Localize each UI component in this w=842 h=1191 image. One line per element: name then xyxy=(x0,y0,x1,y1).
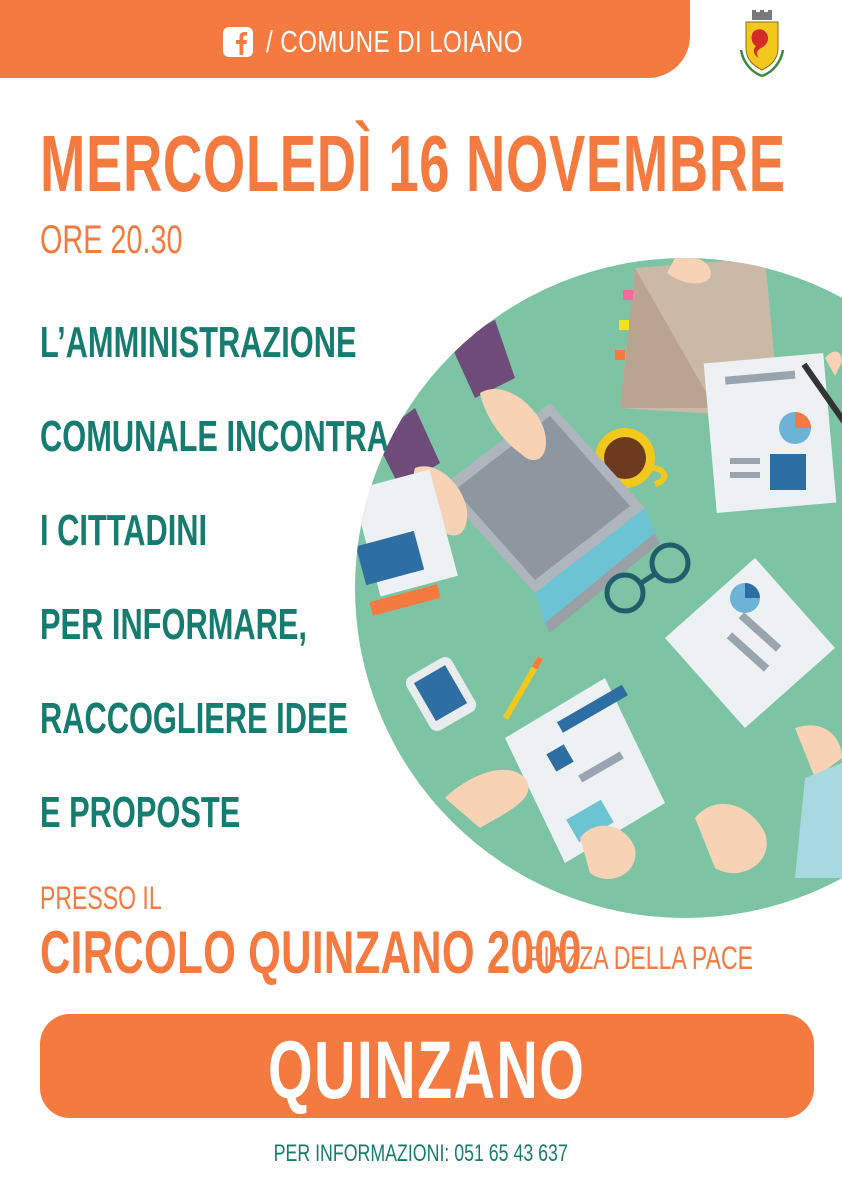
venue-name: CIRCOLO QUINZANO 2000 xyxy=(40,919,582,986)
facebook-icon xyxy=(222,26,254,58)
municipal-crest-icon xyxy=(737,10,787,80)
description-line: COMUNALE INCONTRA xyxy=(40,412,390,461)
description-line: L’AMMINISTRAZIONE xyxy=(40,318,357,367)
facebook-page-name: / COMUNE DI LOIANO xyxy=(266,24,523,59)
town-name: QUINZANO xyxy=(268,1025,586,1116)
description-line: E PROPOSTE xyxy=(40,788,241,837)
description-line: PER INFORMARE, xyxy=(40,600,307,649)
town-name-wrapper xyxy=(40,1024,814,1118)
venue-address: PIAZZA DELLA PACE xyxy=(528,940,753,976)
description-line: I CITTADINI xyxy=(40,506,208,555)
town-banner xyxy=(40,1014,814,1118)
event-date: MERCOLEDÌ 16 NOVEMBRE xyxy=(40,119,786,208)
facebook-page-link[interactable] xyxy=(222,22,595,62)
contact-info xyxy=(0,1140,842,1168)
contact-info-text: PER INFORMAZIONI: 051 65 43 637 xyxy=(273,1140,569,1167)
location-intro: PRESSO IL xyxy=(40,880,162,916)
venue-row xyxy=(40,918,814,987)
description-line: RACCOGLIERE IDEE xyxy=(40,694,349,743)
event-time: ORE 20.30 xyxy=(40,218,183,262)
meeting-table-illustration-icon xyxy=(355,258,842,918)
